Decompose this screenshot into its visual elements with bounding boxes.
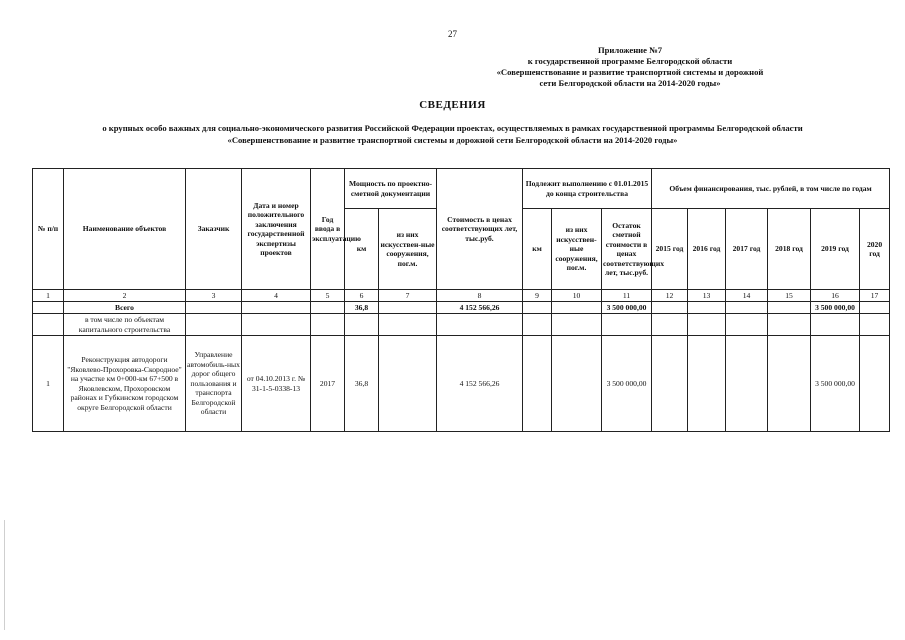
column-number: 2 xyxy=(64,290,186,302)
column-number: 1 xyxy=(33,290,64,302)
empty-cell xyxy=(652,302,688,314)
column-number: 5 xyxy=(311,290,345,302)
empty-cell xyxy=(379,302,437,314)
total-cost: 4 152 566,26 xyxy=(437,302,523,314)
column-number: 6 xyxy=(345,290,379,302)
header-year-2020: 2020 год xyxy=(860,209,890,290)
header-rem-km: км xyxy=(523,209,552,290)
column-number: 9 xyxy=(523,290,552,302)
column-number: 17 xyxy=(860,290,890,302)
scan-artifact-line xyxy=(4,520,5,630)
appendix-line-2: к государственной программе Белгородской области xyxy=(527,56,733,66)
empty-cell xyxy=(552,302,602,314)
header-financing: Объем финансирования, тыс. рублей, в том числе по годам xyxy=(652,169,890,209)
empty-cell xyxy=(523,336,552,432)
column-number: 3 xyxy=(186,290,242,302)
empty-cell xyxy=(688,302,726,314)
empty-cell xyxy=(523,302,552,314)
row-km: 36,8 xyxy=(345,336,379,432)
row-year: 2017 xyxy=(311,336,345,432)
empty-cell xyxy=(379,336,437,432)
total-km: 36,8 xyxy=(345,302,379,314)
empty-cell xyxy=(242,314,311,336)
column-number: 4 xyxy=(242,290,311,302)
empty-cell xyxy=(523,314,552,336)
header-year: Год ввода в эксплуатацию xyxy=(311,169,345,290)
row-2019: 3 500 000,00 xyxy=(811,336,860,432)
header-num: № п/п xyxy=(33,169,64,290)
header-customer: Заказчик xyxy=(186,169,242,290)
column-number: 11 xyxy=(602,290,652,302)
table-row xyxy=(33,336,890,432)
column-number: 10 xyxy=(552,290,602,302)
appendix-line-4: сети Белгородской области на 2014-2020 годы» xyxy=(539,78,721,88)
empty-cell xyxy=(726,336,768,432)
column-number: 7 xyxy=(379,290,437,302)
column-number: 12 xyxy=(652,290,688,302)
empty-cell xyxy=(186,314,242,336)
subtitle-line-1: о крупных особо важных для социально-экономического развития Российской Федерации проектах, осуществляемых в рамках государственной программы Белгородской области xyxy=(102,123,803,133)
row-cost: 4 152 566,26 xyxy=(437,336,523,432)
header-capacity: Мощность по проектно-сметной документации xyxy=(345,169,437,209)
empty-cell xyxy=(811,314,860,336)
header-cap-km: км xyxy=(345,209,379,290)
page-number: 27 xyxy=(448,29,457,39)
header-cost: Стоимость в ценах соответствующих лет, тыс.руб. xyxy=(437,169,523,290)
projects-table xyxy=(32,168,890,432)
empty-cell xyxy=(345,314,379,336)
empty-cell xyxy=(652,314,688,336)
total-rem-cost: 3 500 000,00 xyxy=(602,302,652,314)
empty-cell xyxy=(652,336,688,432)
header-year-2019: 2019 год xyxy=(811,209,860,290)
header-rem-cost: Остаток сметной стоимости в ценах соответствующих лет, тыс.руб. xyxy=(602,209,652,290)
column-number: 14 xyxy=(726,290,768,302)
empty-cell xyxy=(768,314,811,336)
total-row xyxy=(33,302,890,314)
empty-cell xyxy=(860,302,890,314)
appendix-line-1: Приложение №7 xyxy=(597,45,663,55)
empty-cell xyxy=(379,314,437,336)
row-rem-cost: 3 500 000,00 xyxy=(602,336,652,432)
empty-cell xyxy=(688,336,726,432)
header-cap-struct: из них искусствен-ные сооружения, пог.м. xyxy=(379,209,437,290)
empty-cell xyxy=(860,336,890,432)
empty-cell xyxy=(768,336,811,432)
total-num-cell xyxy=(33,302,64,314)
empty-cell xyxy=(552,336,602,432)
header-remaining: Подлежит выполнению с 01.01.2015 до конца строительства xyxy=(523,169,652,209)
empty-cell xyxy=(726,314,768,336)
empty-cell xyxy=(311,302,345,314)
empty-cell xyxy=(552,314,602,336)
column-number: 16 xyxy=(811,290,860,302)
document-title: СВЕДЕНИЯ xyxy=(419,99,486,111)
empty-cell xyxy=(602,314,652,336)
column-number: 13 xyxy=(688,290,726,302)
row-expertise: от 04.10.2013 г. № 31-1-5-0338-13 xyxy=(242,336,311,432)
column-number: 15 xyxy=(768,290,811,302)
empty-cell xyxy=(768,302,811,314)
empty-cell xyxy=(242,302,311,314)
empty-cell xyxy=(688,314,726,336)
row-num: 1 xyxy=(33,336,64,432)
empty-cell xyxy=(726,302,768,314)
appendix-header xyxy=(480,45,780,89)
header-expertise: Дата и номер положительного заключения государственной экспертизы проектов xyxy=(242,169,311,290)
header-name: Наименование объектов xyxy=(64,169,186,290)
row-object-name: Реконструкция автодороги "Яковлево-Прохоровка-Скородное" на участке км 0+000-км 67+500 в Яковлевском, Прохоровском районах и Губкинском городском округе Белгородской области xyxy=(64,336,186,432)
total-2019: 3 500 000,00 xyxy=(811,302,860,314)
empty-cell xyxy=(186,302,242,314)
total-label: Всего xyxy=(64,302,186,314)
empty-cell xyxy=(437,314,523,336)
header-rem-struct: из них искусствен-ные сооружения, пог.м. xyxy=(552,209,602,290)
header-year-2015: 2015 год xyxy=(652,209,688,290)
subheader-label: в том числе по объектам капитального строительства xyxy=(64,314,186,336)
empty-cell xyxy=(311,314,345,336)
header-year-2018: 2018 год xyxy=(768,209,811,290)
subtitle-line-2: «Совершенствование и развитие транспортной системы и дорожной сети Белгородской области на 2014-2020 годы» xyxy=(227,135,678,145)
empty-cell xyxy=(33,314,64,336)
subheader-row xyxy=(33,314,890,336)
header-year-2017: 2017 год xyxy=(726,209,768,290)
appendix-line-3: «Совершенствование и развитие транспортной системы и дорожной xyxy=(496,67,764,77)
document-subtitle xyxy=(30,122,875,146)
row-customer: Управление автомобиль-ных дорог общего пользования и транспорта Белгородской области xyxy=(186,336,242,432)
column-number: 8 xyxy=(437,290,523,302)
empty-cell xyxy=(860,314,890,336)
header-year-2016: 2016 год xyxy=(688,209,726,290)
